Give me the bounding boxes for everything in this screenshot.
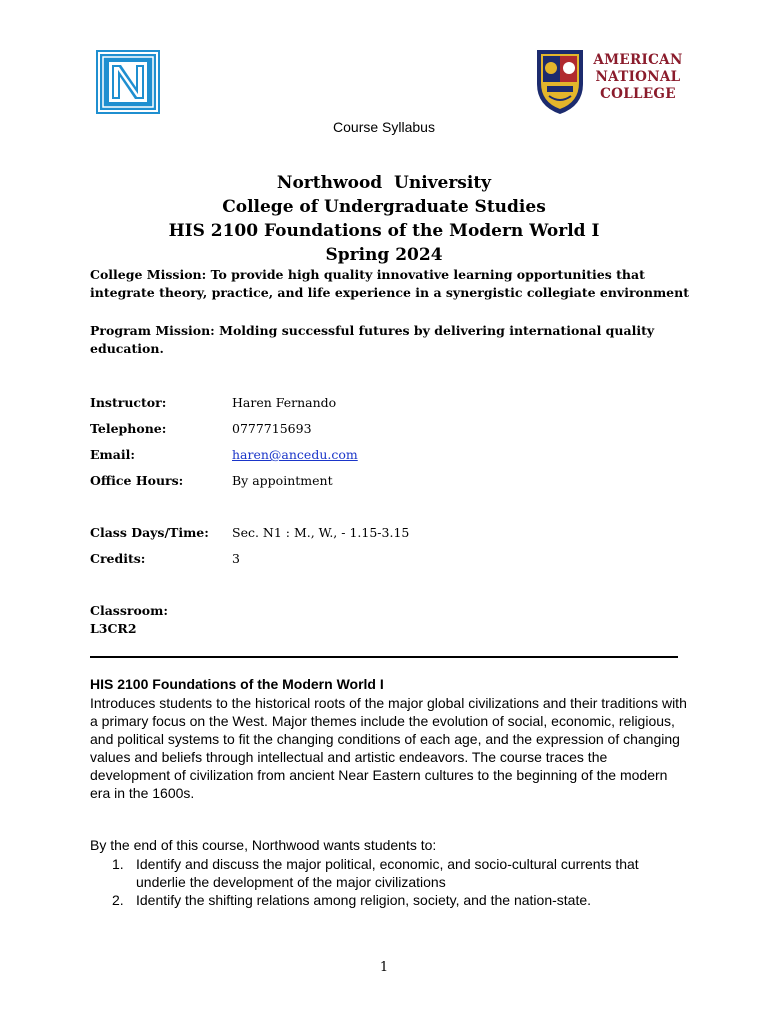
list-item-text: Identify and discuss the major political, economic, and socio-cultural currents that underlie the development of the major civilizations bbox=[136, 856, 639, 890]
list-item-number: 1. bbox=[112, 856, 124, 872]
classroom-block bbox=[90, 602, 168, 638]
title-term: Spring 2024 bbox=[325, 245, 443, 265]
list-item bbox=[90, 855, 690, 891]
title-college: College of Undergraduate Studies bbox=[222, 197, 546, 217]
section-divider bbox=[90, 656, 678, 658]
course-heading: HIS 2100 Foundations of the Modern World I bbox=[90, 676, 384, 692]
instructor-value: Haren Fernando bbox=[232, 395, 337, 410]
classroom-label: Classroom: bbox=[90, 603, 168, 618]
email-link[interactable]: haren@ancedu.com bbox=[232, 447, 358, 462]
logo-word-american: AMERICAN bbox=[593, 52, 683, 68]
american-national-college-crest-icon bbox=[533, 46, 587, 116]
office-hours-value: By appointment bbox=[232, 473, 333, 488]
credits-label: Credits: bbox=[90, 551, 146, 566]
college-mission: College Mission: To provide high quality innovative learning opportunities that integrate theory, practice, and life experience in a synergistic collegiate environment bbox=[90, 267, 689, 300]
logo-word-college: COLLEGE bbox=[600, 86, 676, 102]
credits-value: 3 bbox=[232, 551, 240, 566]
logo-word-national: NATIONAL bbox=[595, 69, 681, 85]
title-university: Northwood University bbox=[276, 173, 492, 193]
email-label: Email: bbox=[90, 447, 135, 462]
course-syllabus-label: Course Syllabus bbox=[333, 119, 435, 135]
program-mission: Program Mission: Molding successful futures by delivering international quality education. bbox=[90, 323, 655, 356]
class-days-label: Class Days/Time: bbox=[90, 525, 209, 540]
list-item bbox=[90, 891, 690, 909]
american-national-college-wordmark bbox=[593, 52, 683, 103]
northwood-n-logo-icon bbox=[96, 50, 160, 114]
classroom-value: L3CR2 bbox=[90, 621, 137, 636]
outcomes-list bbox=[90, 855, 690, 909]
instructor-label: Instructor: bbox=[90, 395, 167, 410]
list-item-number: 2. bbox=[112, 892, 124, 908]
office-hours-label: Office Hours: bbox=[90, 473, 184, 488]
telephone-value: 0777715693 bbox=[232, 421, 312, 436]
telephone-label: Telephone: bbox=[90, 421, 167, 436]
title-course: HIS 2100 Foundations of the Modern World I bbox=[168, 221, 600, 241]
class-days-value: Sec. N1 : M., W., - 1.15-3.15 bbox=[232, 525, 410, 540]
page-number: 1 bbox=[379, 960, 389, 975]
american-national-college-logo bbox=[533, 46, 683, 116]
outcomes-intro: By the end of this course, Northwood wants students to: bbox=[90, 837, 437, 853]
course-description: Introduces students to the historical roots of the major global civilizations and their traditions with a primary focus on the West. Major themes include the evolution of social, economic, religious, and political systems to fit the changing conditions of each age, and the expression of changing values and beliefs through intellectual and artistic endeavors. The course traces the development of civilization from ancient Near Eastern cultures to the beginning of the modern era in the 1600s. bbox=[90, 695, 687, 801]
document-title-block bbox=[0, 171, 768, 267]
list-item-text: Identify the shifting relations among religion, society, and the nation-state. bbox=[136, 892, 592, 908]
